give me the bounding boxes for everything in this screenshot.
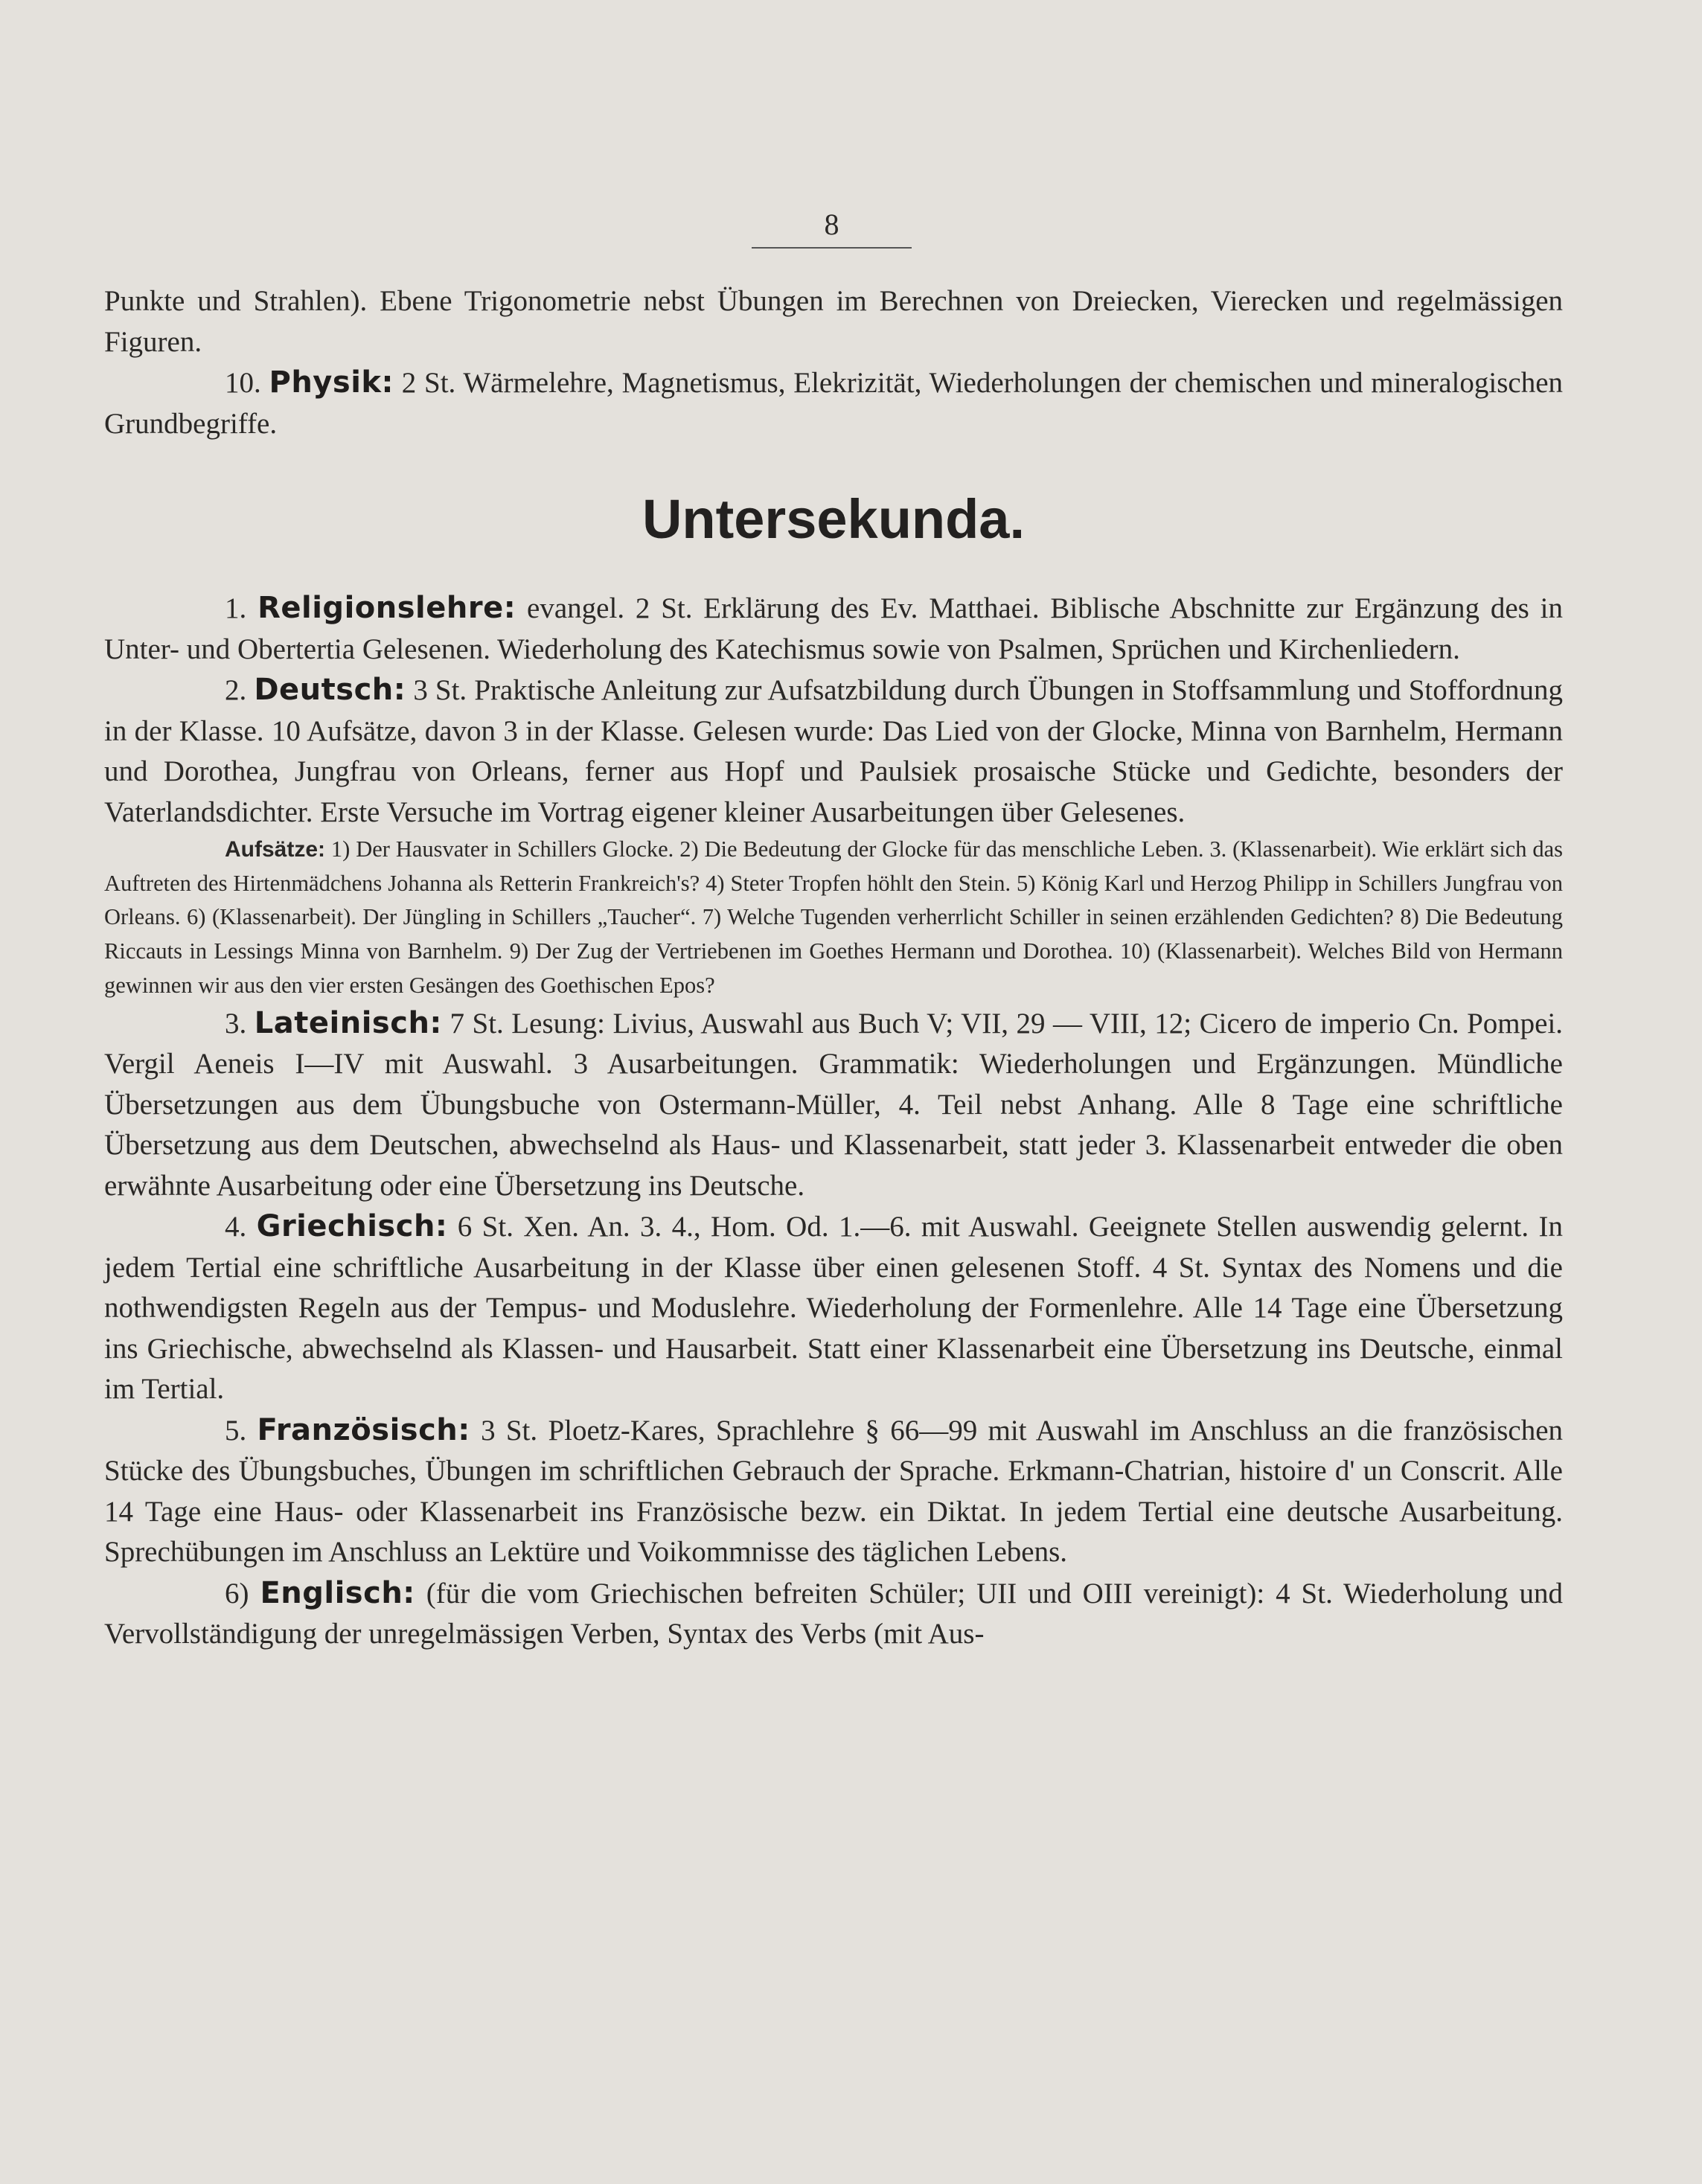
englisch-text: (für die vom Griechischen befreiten Schüler; UII und OIII vereinigt): 4 St. Wiederholung und Vervollständigung der unregelmässigen Verben, Syntax des Verbs (mit Aus- [104,1577,1564,1650]
latein-number: 3. [225,1007,247,1040]
deutsch-paragraph [104,670,1563,833]
aufsaetze-heading: Aufsätze: [225,837,326,862]
religion-number: 1. [225,592,247,624]
page-body [104,281,1563,1655]
aufsaetze-text: 1) Der Hausvater in Schillers Glocke. 2) Die Bedeutung der Glocke für das menschliche Leben. 3. (Klassenarbeit). Wie erklärt sich das Auftreten des Hirtenmädchens Johanna als Retterin Frankreich's? 4) Steter Tropfen höhlt den Stein. 5) König Karl und Herzog Philipp in Schillers Jungfrau von Orleans. 6) (Klassenarbeit). Der Jüngling in Schillers „Taucher“. 7) Welche Tugenden verherrlicht Schiller in seinen erzählenden Gedichten? 8) Die Bedeutung Riccauts in Lessings Minna von Barnhelm. 9) Der Zug der Vertriebenen im Goethes Hermann und Dorothea. 10) (Klassenarbeit). Welches Bild von Hermann gewinnen wir aus den vier ersten Gesängen des Goethischen Epos? [104,836,1564,998]
franzoesisch-text: 3 St. Ploetz-Kares, Sprachlehre § 66—99 mit Auswahl im Anschluss an die französischen Stücke des Übungsbuches, Übungen im schriftlichen Gebrauch der Sprache. Erkmann-Chatrian, histoire d' un Conscrit. Alle 14 Tage eine Haus- oder Klassenarbeit ins Französische bezw. ein Diktat. In jedem Tertial eine deutsche Ausarbeitung. Sprechübungen im Anschluss an Lektüre und Voikommnisse des täglichen Lebens. [104,1414,1563,1569]
englisch-paragraph [104,1573,1563,1655]
physik-number: 10. [225,367,261,399]
deutsch-heading: Deutsch: [254,673,406,707]
griechisch-paragraph [104,1206,1563,1410]
page-number: 8 [824,208,839,241]
griechisch-heading: Griechisch: [256,1209,448,1244]
religion-heading: Religionslehre: [257,591,516,625]
latein-heading: Lateinisch: [254,1005,442,1040]
franzoesisch-paragraph [104,1410,1563,1573]
physik-paragraph [104,362,1563,444]
franzoesisch-heading: Französisch: [257,1412,470,1447]
griechisch-number: 4. [225,1211,247,1243]
griechisch-text: 6 St. Xen. An. 3. 4., Hom. Od. 1.—6. mit Auswahl. Geeignete Stellen auswendig gelernt. In jedem Tertial eine schriftliche Ausarbeitung in der Klasse über einen gelesenen Stoff. 4 St. Syntax des Nomens und die nothwendigsten Regeln aus der Tempus- und Moduslehre. Wiederholung der Formenlehre. Alle 14 Tage eine Übersetzung ins Griechische, abwechselnd als Klassen- und Hausarbeit. Statt einer Klassenarbeit eine Übersetzung ins Deutsche, einmal im Tertial. [104,1211,1564,1406]
intro-paragraph: Punkte und Strahlen). Ebene Trigonometrie nebst Übungen im Berechnen von Dreiecken, Vierecken und regelmässigen Figuren. [104,285,1563,358]
religion-text: evangel. 2 St. Erklärung des Ev. Matthaei. Biblische Abschnitte zur Ergänzung des in Unter- und Obertertia Gelesenen. Wiederholung des Katechismus sowie von Psalmen, Sprüchen und Kirchenliedern. [104,592,1564,665]
religion-paragraph [104,588,1563,670]
englisch-number: 6) [225,1577,249,1610]
franzoesisch-number: 5. [225,1414,247,1447]
latein-paragraph [104,1003,1563,1207]
deutsch-number: 2. [225,674,247,706]
englisch-heading: Englisch: [260,1575,415,1610]
latein-text: 7 St. Lesung: Livius, Auswahl aus Buch V; VII, 29 — VIII, 12; Cicero de imperio Cn. Pompei. Vergil Aeneis I—IV mit Auswahl. 3 Ausarbeitungen. Grammatik: Wiederholungen und Ergänzungen. Mündliche Übersetzungen aus dem Übungsbuche von Ostermann-Müller, 4. Teil nebst Anhang. Alle 8 Tage eine schriftliche Übersetzung aus dem Deutschen, abwechselnd als Haus- und Klassenarbeit, statt jeder 3. Klassenarbeit entweder die oben erwähnte Ausarbeitung oder eine Übersetzung ins Deutsche. [104,1007,1564,1202]
physik-text: 2 St. Wärmelehre, Magnetismus, Elekrizität, Wiederholungen der chemischen und mineralogischen Grundbegriffe. [104,367,1564,440]
page-number-rule [752,247,912,249]
physik-heading: Physik: [269,365,394,400]
deutsch-text: 3 St. Praktische Anleitung zur Aufsatzbildung durch Übungen in Stoffsammlung und Stoffordnung in der Klasse. 10 Aufsätze, davon 3 in der Klasse. Gelesen wurde: Das Lied von der Glocke, Minna von Barnhelm, Hermann und Dorothea, Jungfrau von Orleans, ferner aus Hopf und Paulsiek prosaische Stücke und Gedichte, besonders der Vaterlandsdichter. Erste Versuche im Vortrag eigener kleiner Ausarbeitungen über Gelesenes. [104,674,1564,828]
section-title: Untersekunda. [642,488,1026,550]
aufsaetze-paragraph [104,833,1563,1003]
